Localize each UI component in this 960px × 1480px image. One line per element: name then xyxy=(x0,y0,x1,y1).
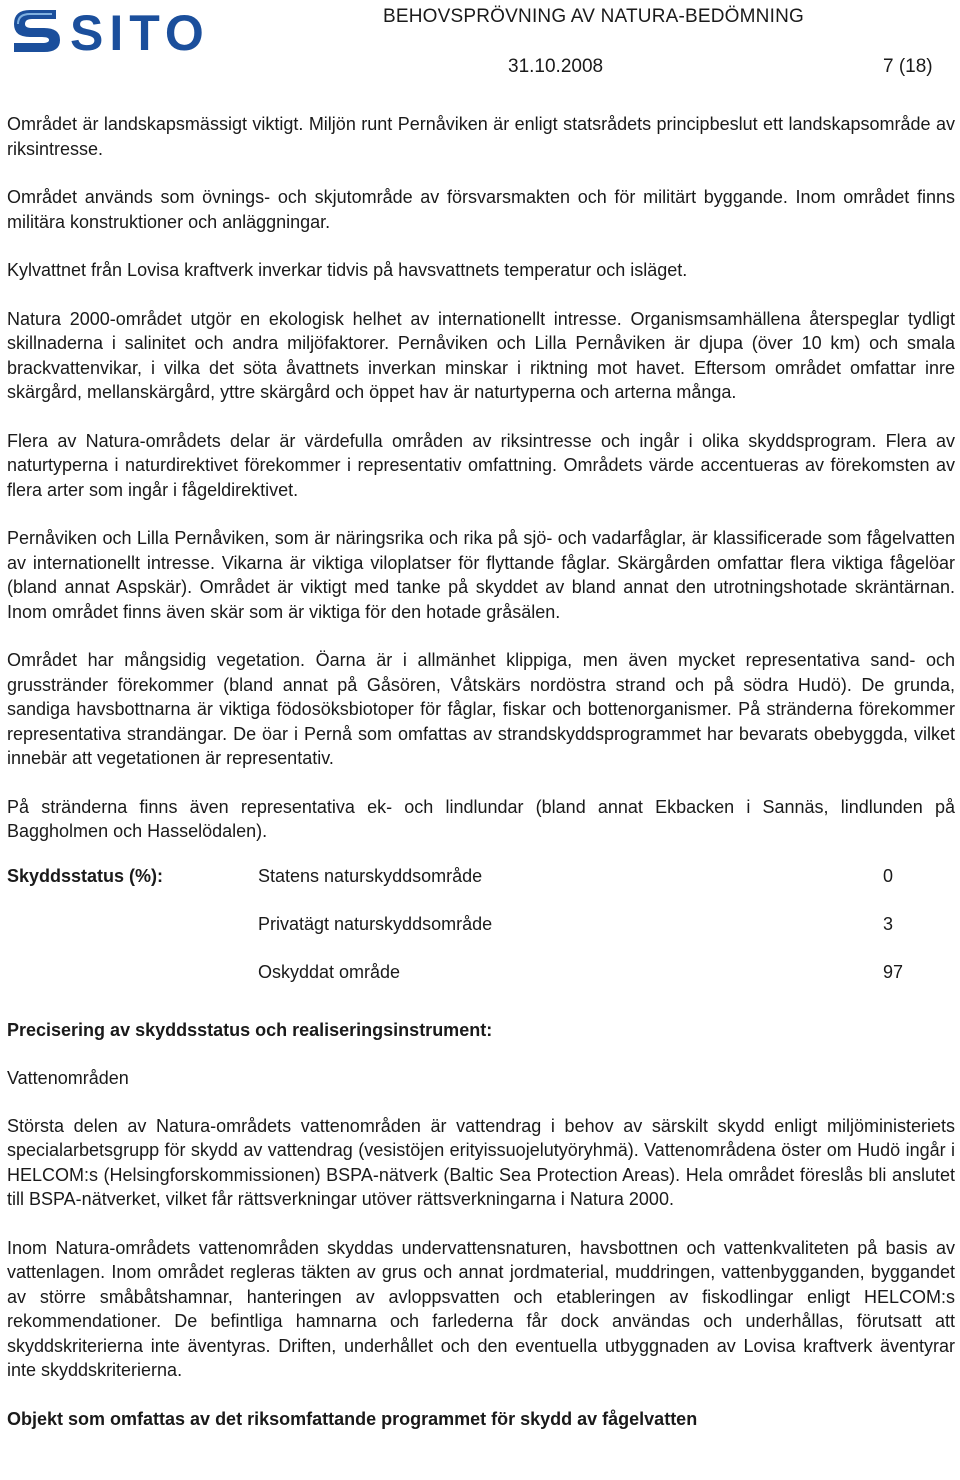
paragraph: Området är landskapsmässigt viktigt. Miljön runt Pernåviken är enligt statsrådets principbeslut ett landskapsområde av riksintresse. xyxy=(7,114,955,159)
section-heading: Objekt som omfattas av det riksomfattande programmet för skydd av fågelvatten xyxy=(7,1408,698,1429)
subsection-heading: Vattenområden xyxy=(7,1067,129,1088)
protection-row-name: Privatägt naturskyddsområde xyxy=(258,913,493,934)
protection-status-label: Skyddsstatus (%): xyxy=(7,865,164,886)
paragraph: Pernåviken och Lilla Pernåviken, som är näringsrika och rika på sjö- och vadarfåglar, är klassificerade som fågelvatten av internationellt intresse. Vikarna är viktiga viloplatser för flyttande fåglar. Skärgården omfattar flera viktiga fågelöar (bland annat Aspskär). Området är viktigt med tanke på skyddet av bland annat den utrotningshotade skräntärnan. Inom området finns även skär som är viktiga för den hotade gråsälen. xyxy=(7,528,955,622)
protection-row-name: Statens naturskyddsområde xyxy=(258,865,483,886)
document-date: 31.10.2008 xyxy=(508,56,604,77)
page-header xyxy=(0,0,960,82)
page-number: 7 (18) xyxy=(883,56,933,77)
paragraph: Natura 2000-området utgör en ekologisk helhet av internationellt intresse. Organismsamhällena återspeglar tydligt skillnaderna i salinitet och andra miljöfaktorer. Pernåviken och Lilla Pernåviken är djupa (över 10 km) och smala brackvattenvikar, i vilka det söta åvattnets inverkan minskar i riktning mot havet. Eftersom området omfattar inre skärgård, mellanskärgård, yttre skärgård och öppet hav är naturtyperna och arterna många. xyxy=(7,308,955,402)
protection-row-value: 3 xyxy=(883,913,894,934)
paragraph: Området används som övnings- och skjutområde av försvarsmakten och för militärt byggande. Inom området finns militära konstruktioner och anläggningar. xyxy=(7,187,955,232)
protection-row-value: 0 xyxy=(883,865,894,886)
protection-row-name: Oskyddat område xyxy=(258,961,401,982)
document-body xyxy=(7,112,955,1455)
svg-text:SITO: SITO xyxy=(70,5,210,56)
paragraph: På stränderna finns även representativa ek- och lindlundar (bland annat Ekbacken i Sannäs, lindlunden på Baggholmen och Hasselödalen). xyxy=(7,796,955,841)
sito-logo xyxy=(8,4,233,56)
paragraph: Största delen av Natura-områdets vattenområden är vattendrag i behov av särskilt skydd enligt miljöministeriets specialarbetsgrupp för skydd av vattendrag (vesistöjen erityissuojelutyöryhmä). Vattenområdena öster om Hudö ingår i HELCOM:s (Helsingforskommissionen) BSPA-nätverk (Baltic Sea Protection Areas). Hela området föreslås bli anslutet till BSPA-nätverket, vilket får rättsverkningar utöver rättsverkningarna i Natura 2000. xyxy=(7,1115,955,1209)
protection-status-table xyxy=(7,865,955,1018)
protection-row-value: 97 xyxy=(883,961,904,982)
paragraph: Inom Natura-områdets vattenområden skyddas undervattensnaturen, havsbottnen och vattenkvaliteten på basis av vattenlagen. Inom området regleras täkten av grus och annat jordmaterial, muddringen, vattenbygganden, byggandet av större småbåtshamnar, hanteringen av avloppsvatten och etableringen av fiskodlingar enligt HELCOM:s rekommendationer. De befintliga hamnarna och farlederna får dock användas och underhållas, förutsatt att skyddskriterierna inte äventyras. Driften, underhållet och den eventuella utbyggnaden av Lovisa kraftverk äventyrar inte skyddskriterierna. xyxy=(7,1237,955,1380)
paragraph: Området har mångsidig vegetation. Öarna är i allmänhet klippiga, men även mycket representativa sand- och grusstränder förekommer (bland annat på Gåsören, Våtskärs nordöstra strand och på södra Hudö). De grunda, sandiga havsbottnarna är viktiga födosöksbiotoper för fåglar, fiskar och bottenorganismer. På stränderna förekommer representativa strandängar. De öar i Pernå som omfattas av strandskyddsprogrammet har bevarats obebyggda, vilket innebär att vegetationen är representativ. xyxy=(7,650,955,768)
document-title: BEHOVSPRÖVNING AV NATURA-BEDÖMNING xyxy=(383,6,804,27)
paragraph: Flera av Natura-områdets delar är värdefulla områden av riksintresse och ingår i olika skyddsprogram. Flera av naturtyperna i naturdirektivet förekommer i representativ omfattning. Områdets värde accentueras av förekomsten av flera arter som ingår i fågeldirektivet. xyxy=(7,430,955,500)
section-heading: Precisering av skyddsstatus och realiseringsinstrument: xyxy=(7,1019,493,1040)
paragraph: Kylvattnet från Lovisa kraftverk inverkar tidvis på havsvattnets temperatur och isläget. xyxy=(7,260,688,280)
